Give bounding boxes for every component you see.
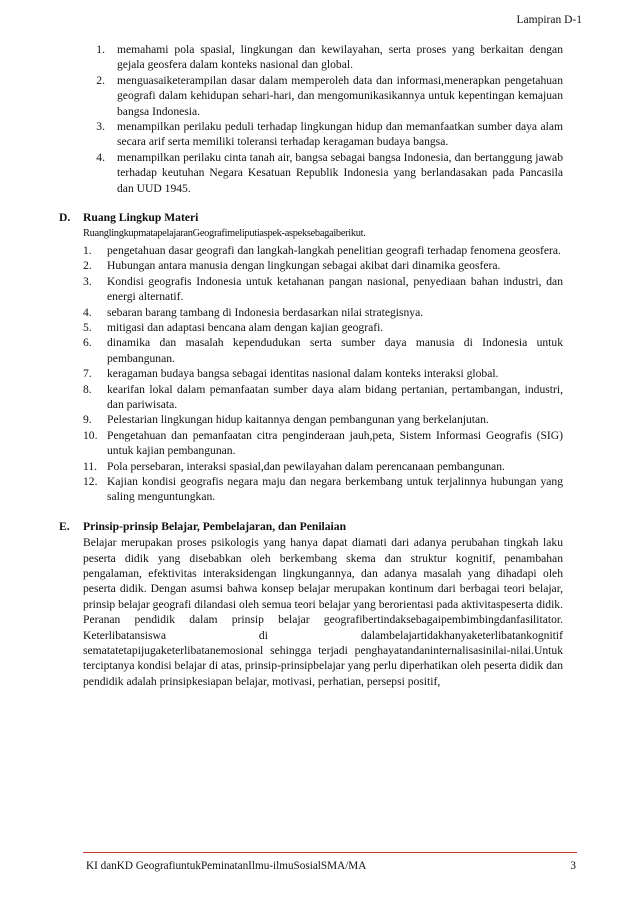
item-text: sebaran barang tambang di Indonesia berdasarkan nilai strategisnya. [107,305,424,319]
document-body [59,42,563,689]
item-number: 12. [83,474,98,488]
item-text: dinamika dan masalah kependudukan serta sumber daya manusia di Indonesia untuk pembangunan. [107,336,563,365]
list-item [83,412,563,427]
item-text: Hubungan antara manusia dengan lingkungan sebagai akibat dari dinamika geosfera. [107,259,501,273]
item-number: 5. [83,320,92,334]
section-scope [59,210,563,505]
list-item [83,258,563,273]
list-item [83,366,563,381]
section-principles [59,519,563,689]
item-number: 6. [83,336,92,350]
item-text: Kajian kondisi geografis negara maju dan negara berkembang untuk terjalinnya hubungan yang saling menguntungkan. [107,474,563,504]
item-number: 2. [83,259,92,273]
list-item [83,459,563,474]
item-text: menampilkan perilaku cinta tanah air, bangsa sebagai bangsa Indonesia, dan bertanggung jawab terhadap keutuhan Negara Kesatuan Republik Indonesia yang berlandasakan pada Pancasila dan UUD 1945. [117,150,563,195]
item-text: keragaman budaya bangsa sebagai identitas nasional dalam konteks interaksi global. [107,367,499,381]
section-intro: RuanglingkupmatapelajaranGeografimeliputiaspek-aspeksebagaiberikut. [83,228,366,240]
list-item [83,119,563,150]
footer-text: KI danKD GeografiuntukPeminatanIlmu-ilmuSosialSMA/MA [86,860,367,872]
section-heading [59,519,563,534]
item-number: 3. [96,120,105,134]
list-item [83,382,563,413]
list-item [83,42,563,73]
section-title: Prinsip-prinsip Belajar, Pembelajaran, dan Penilaian [83,519,347,533]
section-heading [59,210,563,225]
item-text: Kondisi geografis Indonesia untuk ketahanan pangan nasional, penyediaan bahan industri, dan energi alternatif. [107,274,563,304]
item-text: pengetahuan dasar geografi dan langkah-langkah penelitian geografi terhadap fenomena geosfera. [107,243,561,257]
scope-list [83,243,563,505]
section-paragraph: Belajar merupakan proses psikologis yang hanya dapat diamati dari adanya perubahan tingkah laku peserta didik yang disebabkan oleh berkembang skema dan struktur kognitif, penambahan pengalaman, efektivitas interaksidengan lingkungannya, dan adanya masalah yang dihadapi oleh peserta didik. Dengan asumsi bahwa konsep belajar merupakan kontinum dari berbagai teori belajar, prinsip belajar geografi dilandasi oleh semua teori belajar yang berorientasi pada aktivitaspeserta didik. Peranan pendidik dalam prinsip belajar geografibertindaksebagaipembimbingdanfasilitator. Keterlibatansiswa di dalambelajartidakhanyaketerlibatankognitif sematatetapijugaketerlibatanemosional sehingga terjadi penghayatandaninternalisasinilai-nilai.Untuk terciptanya kondisi belajar di atas, prinsip-prinsipbelajar yang perlu diperhatikan oleh peserta didik dan pendidik adalah prinsipkesiapan belajar, motivasi, perhatian, persepsi positif, [83,536,563,688]
item-number: 4. [83,305,92,319]
page-number: 3 [570,860,576,872]
list-item [83,150,563,196]
item-text: menampilkan perilaku peduli terhadap lingkungan hidup dan memanfaatkan sumber daya alam secara arif serta memiliki toleransi terhadap keragaman budaya bangsa. [117,120,563,149]
item-text: memahami pola spasial, lingkungan dan kewilayahan, serta proses yang berkaitan dengan gejala geosfera dalam konteks nasional dan global. [117,43,563,72]
item-text: Pengetahuan dan pemanfaatan citra penginderaan jauh,peta, Sistem Informasi Geografis (SIG) untuk kajian pembangunan. [107,428,563,458]
section-letter: D. [59,211,71,225]
item-number: 3. [83,274,92,288]
item-number: 2. [96,73,105,87]
list-item [83,320,563,335]
list-item [83,305,563,320]
item-number: 11. [83,459,98,473]
list-item [83,274,563,305]
item-text: kearifan lokal dalam pemanfaatan sumber daya alam bidang pertanian, pertambangan, industri, dan pariwisata. [107,382,563,411]
item-number: 8. [83,382,92,396]
item-text: Pelestarian lingkungan hidup kaitannya dengan pembangunan yang berkelanjutan. [107,413,489,427]
item-number: 10. [83,428,98,442]
section-title: Ruang Lingkup Materi [83,211,199,225]
list-item [83,428,563,459]
page-header: Lampiran D-1 [516,14,582,26]
item-number: 7. [83,367,92,381]
item-text: menguasaiketerampilan dasar dalam memperoleh data dan informasi,menerapkan pengetahuan geografi dalam kehidupan sehari-hari, dan mengomunikasikannya untuk kepentingan kemajuan bangsa Indonesia. [117,73,563,118]
objectives-list [83,42,563,196]
item-number: 9. [83,413,92,427]
section-letter: E. [59,519,70,533]
list-item [83,243,563,258]
list-item [83,73,563,119]
footer-divider [83,852,577,853]
list-item [83,335,563,366]
item-number: 1. [96,43,105,56]
item-number: 1. [83,243,92,257]
item-number: 4. [96,150,105,164]
item-text: Pola persebaran, interaksi spasial,dan pewilayahan dalam perencanaan pembangunan. [107,459,505,473]
list-item [83,474,563,505]
item-text: mitigasi dan adaptasi bencana alam dengan kajian geografi. [107,320,384,334]
